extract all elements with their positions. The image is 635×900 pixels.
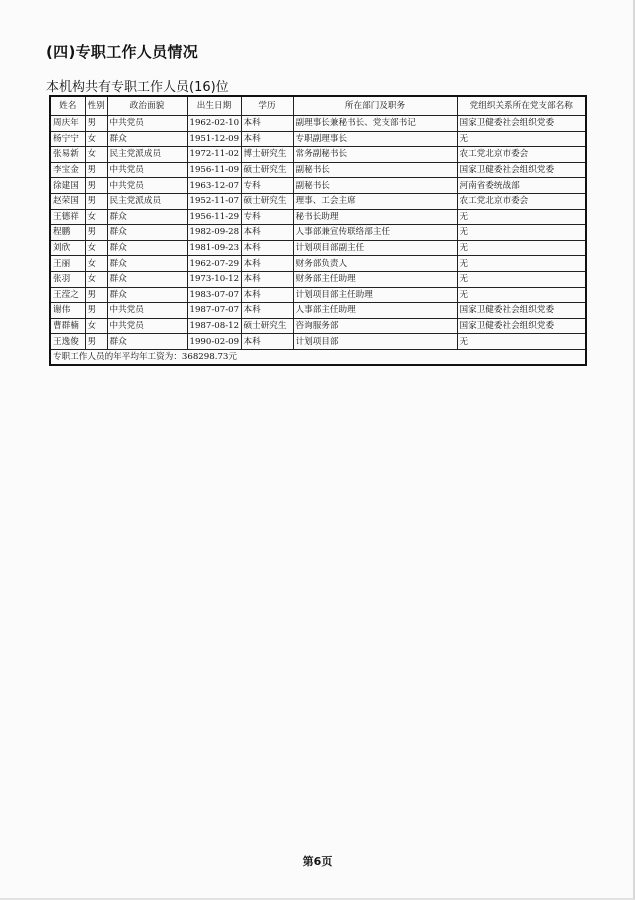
cell-party-branch: 农工党北京市委会 [457,193,586,209]
cell-department-position: 人事部兼宣传联络部主任 [293,225,457,241]
cell-birth-date: 1956-11-09 [187,162,241,178]
cell-political-status: 群众 [107,271,187,287]
cell-political-status: 民主党派成员 [107,193,187,209]
column-header-birth-date: 出生日期 [187,96,241,116]
cell-name: 王德祥 [50,209,85,225]
column-header-department-position: 所在部门及职务 [293,96,457,116]
cell-birth-date: 1982-09-28 [187,225,241,241]
cell-name: 程鹏 [50,225,85,241]
table-row [50,162,586,178]
column-header-party-branch: 党组织关系所在党支部名称 [457,96,586,116]
table-row [50,318,586,334]
cell-birth-date: 1987-07-07 [187,303,241,319]
cell-political-status: 中共党员 [107,303,187,319]
cell-party-branch: 无 [457,225,586,241]
cell-gender: 男 [85,303,107,319]
cell-political-status: 中共党员 [107,162,187,178]
cell-department-position: 人事部主任助理 [293,303,457,319]
cell-education: 本科 [241,256,293,272]
cell-party-branch: 国家卫健委社会组织党委 [457,303,586,319]
cell-birth-date: 1972-11-02 [187,147,241,163]
cell-political-status: 民主党派成员 [107,147,187,163]
column-header-name: 姓名 [50,96,85,116]
column-header-political-status: 政治面貌 [107,96,187,116]
table-row [50,240,586,256]
table-footer-row [50,349,586,365]
cell-education: 本科 [241,116,293,132]
column-header-gender: 性别 [85,96,107,116]
table-row [50,193,586,209]
cell-education: 硕士研究生 [241,318,293,334]
cell-name: 王逸俊 [50,334,85,350]
cell-birth-date: 1973-10-12 [187,271,241,287]
cell-name: 徐建国 [50,178,85,194]
table-row [50,303,586,319]
cell-name: 谢伟 [50,303,85,319]
cell-name: 曹群楠 [50,318,85,334]
cell-party-branch: 无 [457,287,586,303]
cell-department-position: 计划项目部副主任 [293,240,457,256]
cell-education: 本科 [241,131,293,147]
cell-name: 王丽 [50,256,85,272]
cell-education: 本科 [241,225,293,241]
cell-party-branch: 无 [457,271,586,287]
table-row [50,209,586,225]
cell-department-position: 咨询服务部 [293,318,457,334]
cell-gender: 女 [85,131,107,147]
cell-department-position: 理事、工会主席 [293,193,457,209]
cell-birth-date: 1952-11-07 [187,193,241,209]
table-body [50,116,586,350]
cell-political-status: 群众 [107,225,187,241]
cell-party-branch: 无 [457,256,586,272]
cell-birth-date: 1962-02-10 [187,116,241,132]
cell-education: 本科 [241,303,293,319]
page-number: 第6页 [302,855,333,868]
table-row [50,334,586,350]
cell-gender: 女 [85,147,107,163]
cell-department-position: 计划项目部 [293,334,457,350]
cell-birth-date: 1956-11-29 [187,209,241,225]
table-header-row [50,96,586,116]
cell-education: 本科 [241,240,293,256]
cell-department-position: 计划项目部主任助理 [293,287,457,303]
cell-party-branch: 无 [457,240,586,256]
cell-party-branch: 国家卫健委社会组织党委 [457,318,586,334]
cell-education: 专科 [241,209,293,225]
cell-gender: 女 [85,271,107,287]
cell-political-status: 群众 [107,334,187,350]
table-row [50,178,586,194]
cell-party-branch: 无 [457,209,586,225]
table-row [50,131,586,147]
cell-party-branch: 农工党北京市委会 [457,147,586,163]
cell-gender: 女 [85,209,107,225]
cell-party-branch: 国家卫健委社会组织党委 [457,116,586,132]
cell-gender: 男 [85,116,107,132]
cell-education: 硕士研究生 [241,162,293,178]
section-title: (四)专职工作人员情况 [46,43,199,61]
cell-department-position: 财务部主任助理 [293,271,457,287]
cell-gender: 男 [85,287,107,303]
cell-birth-date: 1951-12-09 [187,131,241,147]
cell-name: 王滢之 [50,287,85,303]
cell-department-position: 副秘书长 [293,178,457,194]
table-row [50,225,586,241]
cell-name: 张易新 [50,147,85,163]
cell-name: 李宝金 [50,162,85,178]
cell-birth-date: 1983-07-07 [187,287,241,303]
cell-education: 硕士研究生 [241,193,293,209]
cell-department-position: 常务副秘书长 [293,147,457,163]
cell-political-status: 中共党员 [107,178,187,194]
cell-education: 博士研究生 [241,147,293,163]
cell-birth-date: 1981-09-23 [187,240,241,256]
cell-gender: 女 [85,256,107,272]
cell-birth-date: 1990-02-09 [187,334,241,350]
cell-party-branch: 国家卫健委社会组织党委 [457,162,586,178]
cell-education: 本科 [241,271,293,287]
cell-gender: 男 [85,178,107,194]
cell-gender: 男 [85,162,107,178]
cell-gender: 男 [85,193,107,209]
table-row [50,287,586,303]
staff-count-line: 本机构共有专职工作人员(16)位 [46,80,229,95]
cell-birth-date: 1963-12-07 [187,178,241,194]
cell-political-status: 群众 [107,209,187,225]
column-header-education: 学历 [241,96,293,116]
cell-education: 专科 [241,178,293,194]
cell-department-position: 秘书长助理 [293,209,457,225]
cell-birth-date: 1987-08-12 [187,318,241,334]
cell-name: 周庆年 [50,116,85,132]
cell-party-branch: 无 [457,334,586,350]
cell-department-position: 专职副理事长 [293,131,457,147]
cell-name: 张羽 [50,271,85,287]
table-row [50,271,586,287]
cell-education: 本科 [241,287,293,303]
cell-political-status: 群众 [107,287,187,303]
staff-table [49,95,587,366]
cell-party-branch: 河南省委统战部 [457,178,586,194]
cell-gender: 男 [85,225,107,241]
cell-party-branch: 无 [457,131,586,147]
cell-gender: 女 [85,240,107,256]
table-row [50,256,586,272]
table-row [50,116,586,132]
cell-birth-date: 1962-07-29 [187,256,241,272]
average-salary-note: 专职工作人员的年平均年工资为：368298.73元 [50,349,586,365]
cell-political-status: 中共党员 [107,116,187,132]
table-row [50,147,586,163]
cell-political-status: 群众 [107,256,187,272]
cell-education: 本科 [241,334,293,350]
cell-name: 赵荣国 [50,193,85,209]
cell-political-status: 中共党员 [107,318,187,334]
cell-name: 杨宁宁 [50,131,85,147]
cell-department-position: 财务部负责人 [293,256,457,272]
cell-gender: 女 [85,318,107,334]
cell-department-position: 副秘书长 [293,162,457,178]
cell-department-position: 副理事长兼秘书长、党支部书记 [293,116,457,132]
cell-political-status: 群众 [107,131,187,147]
cell-gender: 男 [85,334,107,350]
cell-political-status: 群众 [107,240,187,256]
cell-name: 刘欣 [50,240,85,256]
